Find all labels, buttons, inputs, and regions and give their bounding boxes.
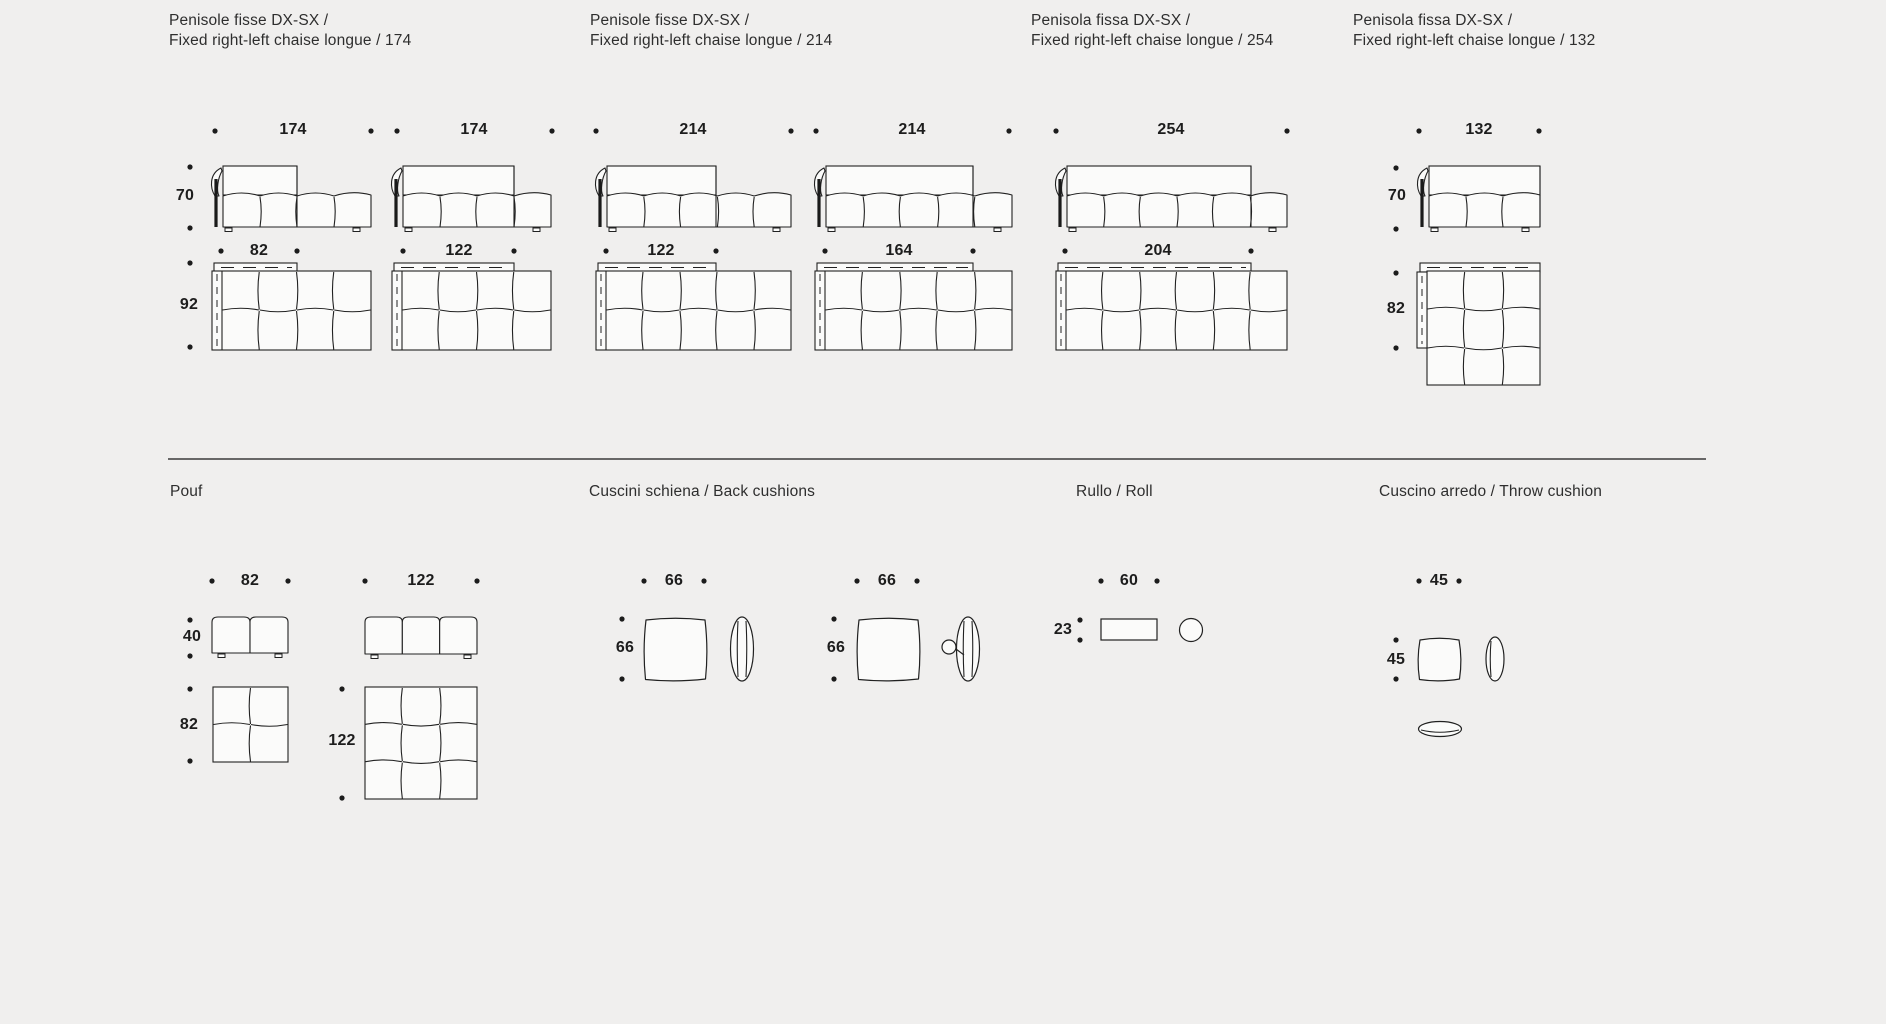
column-3-title-english: Fixed right-left chaise longue / 254 [1031,31,1274,49]
dim-back-cushion1-width: 66 [664,572,684,589]
sofa-variant-1-plan [212,263,371,350]
dim-back-cushion1-height: 66 [615,639,635,656]
column-header-3 [1031,11,1273,50]
dim-back-cushion2-height: 66 [826,639,846,656]
sofa-variant-2-plan [392,263,551,350]
dim-variant2-back-width: 122 [445,242,473,259]
throw-cushion-side [1486,637,1504,681]
column-4-title-italian: Penisola fissa DX-SX / [1353,12,1513,29]
dim-variant5-total-width: 254 [1157,121,1185,138]
dim-variant6-arm-depth: 82 [1386,300,1406,317]
dim-variant4-total-width: 214 [898,121,926,138]
roll-side-view [1101,619,1157,640]
column-4-title-english: Fixed right-left chaise longue / 132 [1353,31,1596,49]
dim-variant4-back-width: 164 [885,242,913,259]
dim-variant5-back-width: 204 [1144,242,1172,259]
throw-cushion-top [1419,722,1462,737]
column-3-title-italian: Penisola fissa DX-SX / [1031,12,1191,29]
dim-throw-cushion-width: 45 [1429,572,1449,589]
column-2-title-english: Fixed right-left chaise longue / 214 [590,31,833,49]
section-label-throw-cushion: Cuscino arredo / Throw cushion [1379,483,1603,500]
dim-variant6-total-width: 132 [1465,121,1493,138]
sofa-variant-1-front [211,166,371,232]
back-cushion-2-side [957,617,980,681]
roll-end-view [1180,619,1203,642]
sofa-variant-2-front [391,166,551,232]
sofa-variant-4-plan [815,263,1012,350]
sofa-variant-5-front [1055,166,1287,232]
dim-variant1-total-width: 174 [279,121,307,138]
dim-variant2-total-width: 174 [460,121,488,138]
pouf-large-plan [365,687,477,799]
dim-variant1-height: 70 [175,187,195,204]
dim-roll-height: 23 [1053,621,1073,638]
dim-back-cushion2-width: 66 [877,572,897,589]
back-cushion-1-side [731,617,754,681]
column-header-1 [169,11,411,50]
column-header-4 [1353,11,1595,50]
section-label-back-cushions: Cuscini schiena / Back cushions [589,483,816,500]
sofa-variant-3-front [595,166,791,232]
dim-variant1-depth: 92 [179,296,199,313]
sofa-variant-3-plan [596,263,791,350]
pouf-small-plan [213,687,288,762]
dim-pouf-small-height: 40 [182,628,202,645]
dim-variant6-height: 70 [1387,187,1407,204]
sofa-variant-6-front [1417,166,1540,232]
dim-pouf-large-width: 122 [407,572,435,589]
dim-variant3-total-width: 214 [679,121,707,138]
column-1-title-english: Fixed right-left chaise longue / 174 [169,31,412,49]
column-1-title-italian: Penisole fisse DX-SX / [169,12,329,29]
pouf-small-front [212,617,288,658]
sofa-variant-5-plan [1056,263,1287,350]
throw-cushion-front [1418,638,1461,681]
dim-pouf-small-depth: 82 [179,716,199,733]
sofa-variant-4-front [814,166,1012,232]
dim-roll-width: 60 [1119,572,1139,589]
dim-variant3-back-width: 122 [647,242,675,259]
dim-variant1-back-width: 82 [249,242,269,259]
dim-pouf-large-depth: 122 [328,732,356,749]
section-label-pouf: Pouf [170,483,203,500]
dim-pouf-small-width: 82 [240,572,260,589]
section-label-roll: Rullo / Roll [1076,483,1153,500]
dim-throw-cushion-height: 45 [1386,651,1406,668]
pouf-large-front [365,617,477,659]
column-2-title-italian: Penisole fisse DX-SX / [590,12,750,29]
back-cushion-2-front [857,618,920,681]
column-header-2 [590,11,832,50]
sofa-variant-6-plan [1417,263,1540,385]
back-cushion-1-front [644,618,707,681]
